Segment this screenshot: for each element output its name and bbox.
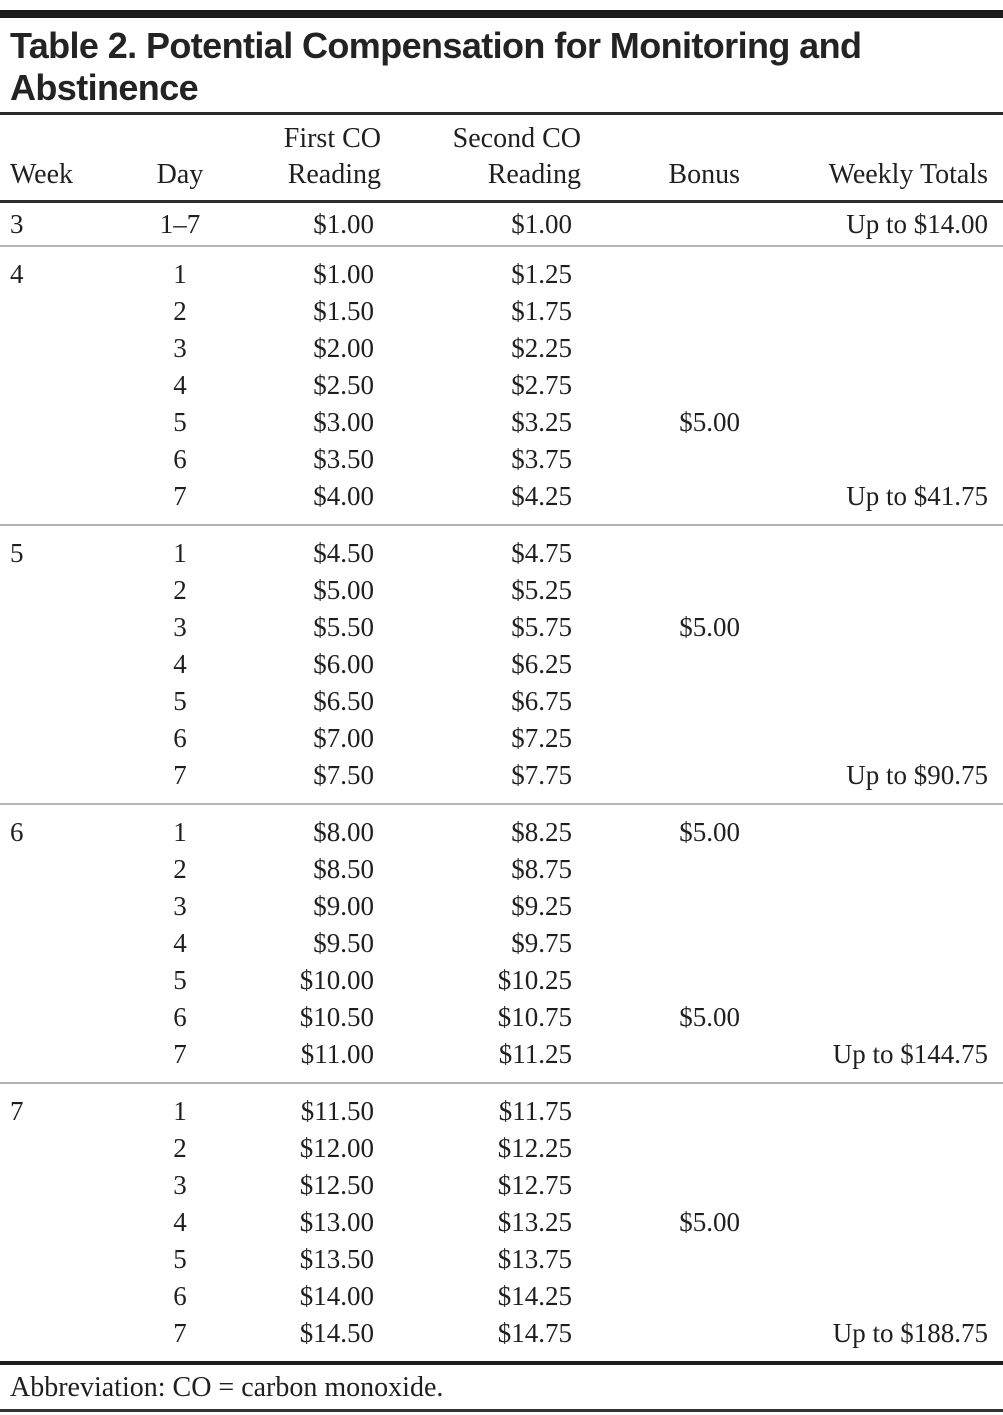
week-cell: 3 bbox=[10, 209, 24, 239]
second-co-reading-cell: $1.75 bbox=[511, 296, 572, 326]
week-section bbox=[0, 247, 1003, 526]
table-row bbox=[0, 404, 1003, 441]
table-row bbox=[0, 1204, 1003, 1241]
day-cell: 4 bbox=[173, 649, 187, 679]
first-co-reading-cell: $7.00 bbox=[313, 723, 374, 753]
top-rule bbox=[0, 10, 1003, 18]
header-row-2 bbox=[0, 157, 1003, 193]
weekly-total-cell: Up to $90.75 bbox=[846, 760, 988, 790]
table-body bbox=[0, 203, 1003, 1361]
weekly-total-cell: Up to $41.75 bbox=[846, 481, 988, 511]
table-row bbox=[0, 572, 1003, 609]
second-co-reading-cell: $9.75 bbox=[511, 928, 572, 958]
second-co-reading-cell: $1.00 bbox=[511, 209, 572, 239]
second-co-reading-cell: $5.75 bbox=[511, 612, 572, 642]
day-cell: 2 bbox=[173, 854, 187, 884]
day-cell: 5 bbox=[173, 965, 187, 995]
first-co-reading-cell: $1.00 bbox=[313, 209, 374, 239]
second-co-reading-cell: $4.25 bbox=[511, 481, 572, 511]
day-cell: 1 bbox=[173, 1096, 187, 1126]
first-co-reading-cell: $9.50 bbox=[313, 928, 374, 958]
table-row bbox=[0, 1093, 1003, 1130]
first-co-reading-cell: $13.00 bbox=[299, 1207, 374, 1237]
day-cell: 4 bbox=[173, 928, 187, 958]
second-co-reading-cell: $2.25 bbox=[511, 333, 572, 363]
second-co-reading-cell: $9.25 bbox=[511, 891, 572, 921]
day-cell: 6 bbox=[173, 1002, 187, 1032]
first-co-reading-cell: $1.50 bbox=[313, 296, 374, 326]
table-row bbox=[0, 609, 1003, 646]
day-cell: 1 bbox=[173, 259, 187, 289]
day-cell: 3 bbox=[173, 891, 187, 921]
second-co-reading-cell: $6.25 bbox=[511, 649, 572, 679]
header-bonus: Bonus bbox=[668, 159, 740, 190]
day-cell: 6 bbox=[173, 1281, 187, 1311]
table-row bbox=[0, 205, 1003, 244]
second-co-reading-cell: $2.75 bbox=[511, 370, 572, 400]
first-co-reading-cell: $8.50 bbox=[313, 854, 374, 884]
table-row bbox=[0, 293, 1003, 330]
first-co-reading-cell: $2.50 bbox=[313, 370, 374, 400]
first-co-reading-cell: $10.50 bbox=[299, 1002, 374, 1032]
header-second-co-line2: Reading bbox=[487, 159, 581, 190]
day-cell: 5 bbox=[173, 407, 187, 437]
week-cell: 6 bbox=[10, 817, 24, 847]
first-co-reading-cell: $5.50 bbox=[313, 612, 374, 642]
first-co-reading-cell: $6.50 bbox=[313, 686, 374, 716]
second-co-reading-cell: $4.75 bbox=[511, 538, 572, 568]
first-co-reading-cell: $4.50 bbox=[313, 538, 374, 568]
table-title bbox=[0, 25, 964, 109]
table-row bbox=[0, 478, 1003, 515]
first-co-reading-cell: $4.00 bbox=[313, 481, 374, 511]
first-co-reading-cell: $11.00 bbox=[300, 1039, 374, 1069]
table-row bbox=[0, 1130, 1003, 1167]
second-co-reading-cell: $13.75 bbox=[497, 1244, 572, 1274]
table-row bbox=[0, 535, 1003, 572]
weekly-total-cell: Up to $14.00 bbox=[846, 209, 988, 239]
second-co-reading-cell: $3.25 bbox=[511, 407, 572, 437]
day-cell: 3 bbox=[173, 1170, 187, 1200]
table-row bbox=[0, 851, 1003, 888]
day-cell: 1 bbox=[173, 817, 187, 847]
week-cell: 5 bbox=[10, 538, 24, 568]
day-cell: 5 bbox=[173, 1244, 187, 1274]
first-co-reading-cell: $11.50 bbox=[300, 1096, 374, 1126]
header-second-co-line1: Second CO bbox=[452, 123, 581, 154]
second-co-reading-cell: $12.75 bbox=[497, 1170, 572, 1200]
table-row bbox=[0, 999, 1003, 1036]
first-co-reading-cell: $8.00 bbox=[313, 817, 374, 847]
header-week: Week bbox=[10, 159, 74, 190]
day-cell: 7 bbox=[173, 1039, 187, 1069]
first-co-reading-cell: $3.00 bbox=[313, 407, 374, 437]
second-co-reading-cell: $7.25 bbox=[511, 723, 572, 753]
second-co-reading-cell: $13.25 bbox=[497, 1207, 572, 1237]
day-cell: 4 bbox=[173, 370, 187, 400]
first-co-reading-cell: $1.00 bbox=[313, 259, 374, 289]
week-section bbox=[0, 805, 1003, 1084]
day-cell: 5 bbox=[173, 686, 187, 716]
second-co-reading-cell: $10.25 bbox=[497, 965, 572, 995]
week-section bbox=[0, 203, 1003, 247]
second-co-reading-cell: $11.25 bbox=[498, 1039, 572, 1069]
table-row bbox=[0, 814, 1003, 851]
bonus-cell: $5.00 bbox=[679, 817, 740, 847]
week-section bbox=[0, 1084, 1003, 1361]
table-title-line1: Table 2. Potential Compensation for Monitoring and bbox=[10, 25, 862, 66]
bonus-cell: $5.00 bbox=[679, 612, 740, 642]
first-co-reading-cell: $5.00 bbox=[313, 575, 374, 605]
table-row bbox=[0, 330, 1003, 367]
second-co-reading-cell: $8.25 bbox=[511, 817, 572, 847]
table-row bbox=[0, 1241, 1003, 1278]
first-co-reading-cell: $3.50 bbox=[313, 444, 374, 474]
table-row bbox=[0, 646, 1003, 683]
table-title-line2: Abstinence bbox=[10, 67, 199, 108]
second-co-reading-cell: $1.25 bbox=[511, 259, 572, 289]
day-cell: 3 bbox=[173, 333, 187, 363]
header-weekly-totals: Weekly Totals bbox=[828, 159, 988, 190]
second-co-reading-cell: $7.75 bbox=[511, 760, 572, 790]
table-row bbox=[0, 256, 1003, 293]
bonus-cell: $5.00 bbox=[679, 1002, 740, 1032]
second-co-reading-cell: $12.25 bbox=[497, 1133, 572, 1163]
table-row bbox=[0, 720, 1003, 757]
first-co-reading-cell: $7.50 bbox=[313, 760, 374, 790]
second-co-reading-cell: $10.75 bbox=[497, 1002, 572, 1032]
second-co-reading-cell: $14.25 bbox=[497, 1281, 572, 1311]
day-cell: 2 bbox=[173, 296, 187, 326]
day-cell: 1–7 bbox=[159, 209, 201, 239]
header-first-co-line1: First CO bbox=[283, 123, 381, 154]
table-row bbox=[0, 441, 1003, 478]
weekly-total-cell: Up to $144.75 bbox=[832, 1039, 988, 1069]
table-row bbox=[0, 1167, 1003, 1204]
day-cell: 6 bbox=[173, 723, 187, 753]
table-row bbox=[0, 757, 1003, 794]
header-first-co-line2: Reading bbox=[287, 159, 381, 190]
day-cell: 2 bbox=[173, 575, 187, 605]
table-row bbox=[0, 1036, 1003, 1073]
week-cell: 7 bbox=[10, 1096, 24, 1126]
first-co-reading-cell: $14.00 bbox=[299, 1281, 374, 1311]
first-co-reading-cell: $14.50 bbox=[299, 1318, 374, 1348]
first-co-reading-cell: $13.50 bbox=[299, 1244, 374, 1274]
day-cell: 7 bbox=[173, 760, 187, 790]
table-header bbox=[0, 115, 1003, 200]
first-co-reading-cell: $12.50 bbox=[299, 1170, 374, 1200]
table-row bbox=[0, 1278, 1003, 1315]
first-co-reading-cell: $12.00 bbox=[299, 1133, 374, 1163]
second-co-reading-cell: $11.75 bbox=[498, 1096, 572, 1126]
first-co-reading-cell: $6.00 bbox=[313, 649, 374, 679]
day-cell: 3 bbox=[173, 612, 187, 642]
bonus-cell: $5.00 bbox=[679, 407, 740, 437]
day-cell: 4 bbox=[173, 1207, 187, 1237]
header-row-1 bbox=[0, 121, 1003, 157]
first-co-reading-cell: $10.00 bbox=[299, 965, 374, 995]
second-co-reading-cell: $8.75 bbox=[511, 854, 572, 884]
bonus-cell: $5.00 bbox=[679, 1207, 740, 1237]
second-co-reading-cell: $6.75 bbox=[511, 686, 572, 716]
day-cell: 7 bbox=[173, 1318, 187, 1348]
table-row bbox=[0, 1315, 1003, 1352]
table-row bbox=[0, 367, 1003, 404]
first-co-reading-cell: $9.00 bbox=[313, 891, 374, 921]
header-day: Day bbox=[156, 159, 204, 190]
weekly-total-cell: Up to $188.75 bbox=[832, 1318, 988, 1348]
day-cell: 2 bbox=[173, 1133, 187, 1163]
table-row bbox=[0, 925, 1003, 962]
day-cell: 1 bbox=[173, 538, 187, 568]
table-row bbox=[0, 888, 1003, 925]
table-row bbox=[0, 683, 1003, 720]
bottom-rule bbox=[0, 1409, 1003, 1412]
second-co-reading-cell: $14.75 bbox=[497, 1318, 572, 1348]
first-co-reading-cell: $2.00 bbox=[313, 333, 374, 363]
day-cell: 7 bbox=[173, 481, 187, 511]
day-cell: 6 bbox=[173, 444, 187, 474]
second-co-reading-cell: $5.25 bbox=[511, 575, 572, 605]
table-footnote: Abbreviation: CO = carbon monoxide. bbox=[10, 1372, 444, 1403]
table-row bbox=[0, 962, 1003, 999]
week-section bbox=[0, 526, 1003, 805]
second-co-reading-cell: $3.75 bbox=[511, 444, 572, 474]
week-cell: 4 bbox=[10, 259, 24, 289]
